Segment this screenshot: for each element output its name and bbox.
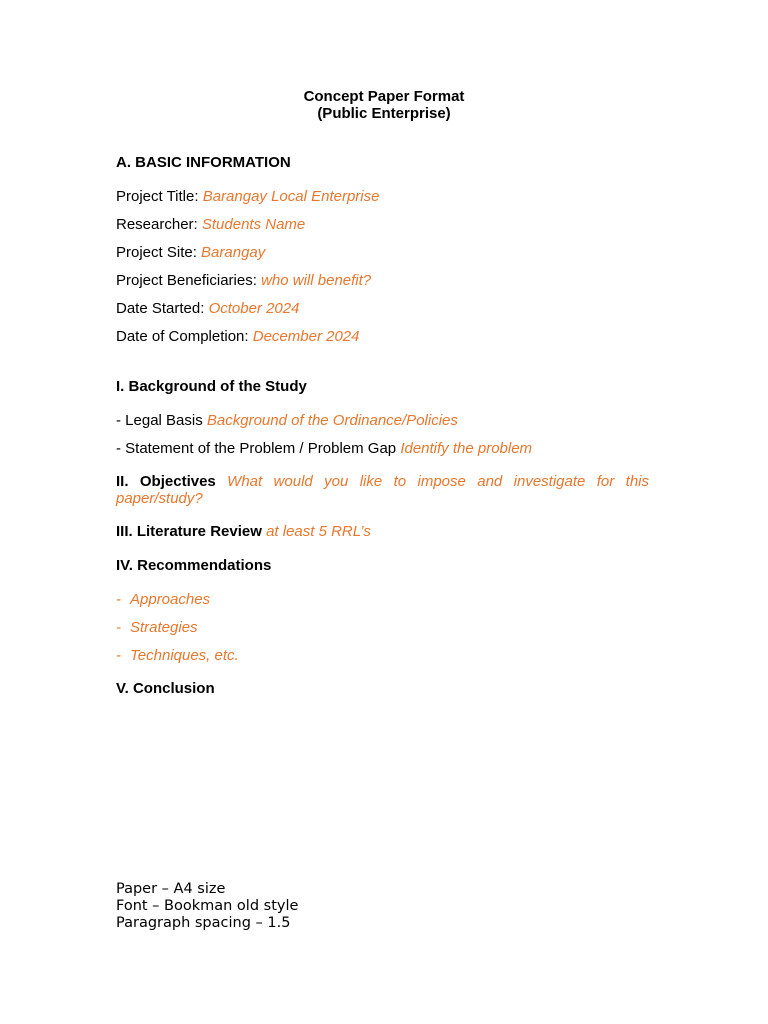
footer-spacing-note: Paragraph spacing – 1.5	[116, 915, 291, 931]
problem-value: Identify the problem	[400, 440, 533, 457]
footer-font-note: Font – Bookman old style	[116, 898, 299, 914]
beneficiaries-row	[116, 272, 371, 290]
date-started-label: Date Started:	[116, 300, 205, 317]
legal-basis-value: Background of the Ordinance/Policies	[206, 412, 458, 429]
recommendation-item	[116, 647, 239, 665]
footer-paper-note: Paper – A4 size	[116, 881, 226, 897]
project-site-label: Project Site:	[116, 244, 197, 261]
problem-row	[116, 440, 532, 458]
section-2-heading: II. Objectives	[116, 473, 216, 490]
objectives-paragraph	[116, 473, 649, 507]
date-completion-row	[116, 328, 359, 346]
section-1-heading: I. Background of the Study	[116, 378, 307, 395]
date-started-row	[116, 300, 299, 318]
project-title-label: Project Title:	[116, 188, 199, 205]
researcher-label: Researcher:	[116, 216, 198, 233]
section-4-heading: IV. Recommendations	[116, 557, 272, 574]
date-completion-value: December 2024	[252, 328, 360, 345]
researcher-value: Students Name	[201, 216, 306, 233]
project-title-value: Barangay Local Enterprise	[202, 188, 380, 205]
recommendation-item	[116, 591, 210, 609]
literature-review-value: at least 5 RRL’s	[266, 523, 371, 540]
literature-review-row	[116, 523, 371, 541]
document-title: Concept Paper Format	[303, 88, 465, 105]
recommendation-label: Techniques, etc.	[130, 647, 239, 664]
list-dash: -	[116, 591, 121, 608]
recommendation-label: Approaches	[130, 591, 211, 608]
date-completion-label: Date of Completion:	[116, 328, 249, 345]
legal-basis-label: - Legal Basis	[116, 412, 203, 429]
project-site-value: Barangay	[201, 244, 266, 261]
section-a-heading: A. BASIC INFORMATION	[116, 154, 291, 171]
recommendation-item	[116, 619, 198, 637]
beneficiaries-value: who will benefit?	[261, 272, 372, 289]
section-5-heading: V. Conclusion	[116, 680, 215, 697]
list-dash: -	[116, 647, 121, 664]
researcher-row	[116, 216, 305, 234]
date-started-value: October 2024	[208, 300, 300, 317]
beneficiaries-label: Project Beneficiaries:	[116, 272, 257, 289]
legal-basis-row	[116, 412, 458, 430]
recommendation-label: Strategies	[130, 619, 198, 636]
section-3-heading: III. Literature Review	[116, 523, 262, 540]
project-site-row	[116, 244, 265, 262]
project-title-row	[116, 188, 379, 206]
objectives-value: What would you like to impose and investigate for this paper/study?	[116, 473, 649, 507]
problem-label: - Statement of the Problem / Problem Gap	[116, 440, 397, 457]
list-dash: -	[116, 619, 121, 636]
document-subtitle: (Public Enterprise)	[317, 105, 451, 122]
